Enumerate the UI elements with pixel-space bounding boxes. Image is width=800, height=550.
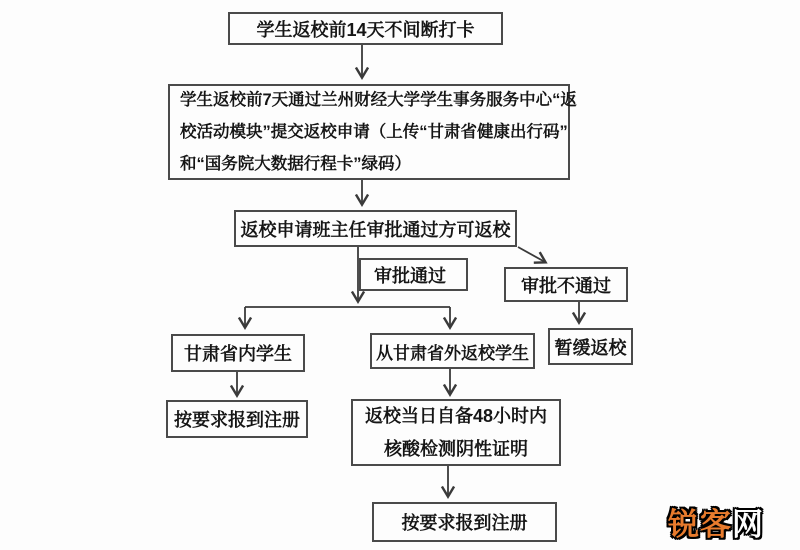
- flow-node-apply-line-3: 和“国务院大数据行程卡”绿码）: [180, 155, 411, 173]
- flow-node-approved-label: [359, 258, 468, 291]
- flow-node-apply: [168, 84, 577, 180]
- arrow-approval-to-rejected: [518, 247, 545, 262]
- flow-node-in-province-label: 甘肃省内学生: [184, 344, 292, 364]
- flow-node-approval: [234, 210, 517, 247]
- flow-node-nucleic-line-1: 返校当日自备48小时内: [364, 405, 548, 426]
- flow-node-rejected-label: [504, 267, 628, 302]
- flow-node-register-bottom: [372, 502, 557, 542]
- flow-node-defer: [548, 328, 633, 365]
- watermark-orange-text: 锐客: [668, 507, 732, 542]
- watermark: [668, 499, 764, 544]
- watermark-white-text: 网: [732, 507, 764, 542]
- flow-node-nucleic: [351, 399, 561, 466]
- flow-node-checkin: [228, 12, 503, 45]
- flow-node-register-left-label: 按要求报到注册: [174, 410, 300, 430]
- flow-node-approval-label: 返校申请班主任审批通过方可返校: [240, 219, 511, 240]
- flow-node-register-bottom-label: 按要求报到注册: [401, 513, 528, 533]
- flow-node-approved-text: 审批通过: [374, 265, 446, 286]
- flow-node-apply-line-1: 学生返校前7天通过兰州财经大学学生事务服务中心“返: [180, 91, 577, 109]
- flow-node-rejected-text: 审批不通过: [521, 275, 611, 296]
- flow-node-checkin-label: 学生返校前14天不间断打卡: [256, 19, 475, 40]
- flow-node-out-province: [370, 333, 535, 369]
- flow-node-in-province: [171, 334, 305, 372]
- flow-node-apply-line-2: 校活动模块”提交返校申请（上传“甘肃省健康出行码”: [180, 123, 568, 141]
- flow-node-nucleic-line-2: 核酸检测阴性证明: [384, 438, 528, 459]
- flow-node-out-province-label: 从甘肃省外返校学生: [376, 343, 529, 363]
- flow-node-register-left: [166, 400, 308, 438]
- flow-node-defer-label: 暂缓返校: [554, 337, 627, 358]
